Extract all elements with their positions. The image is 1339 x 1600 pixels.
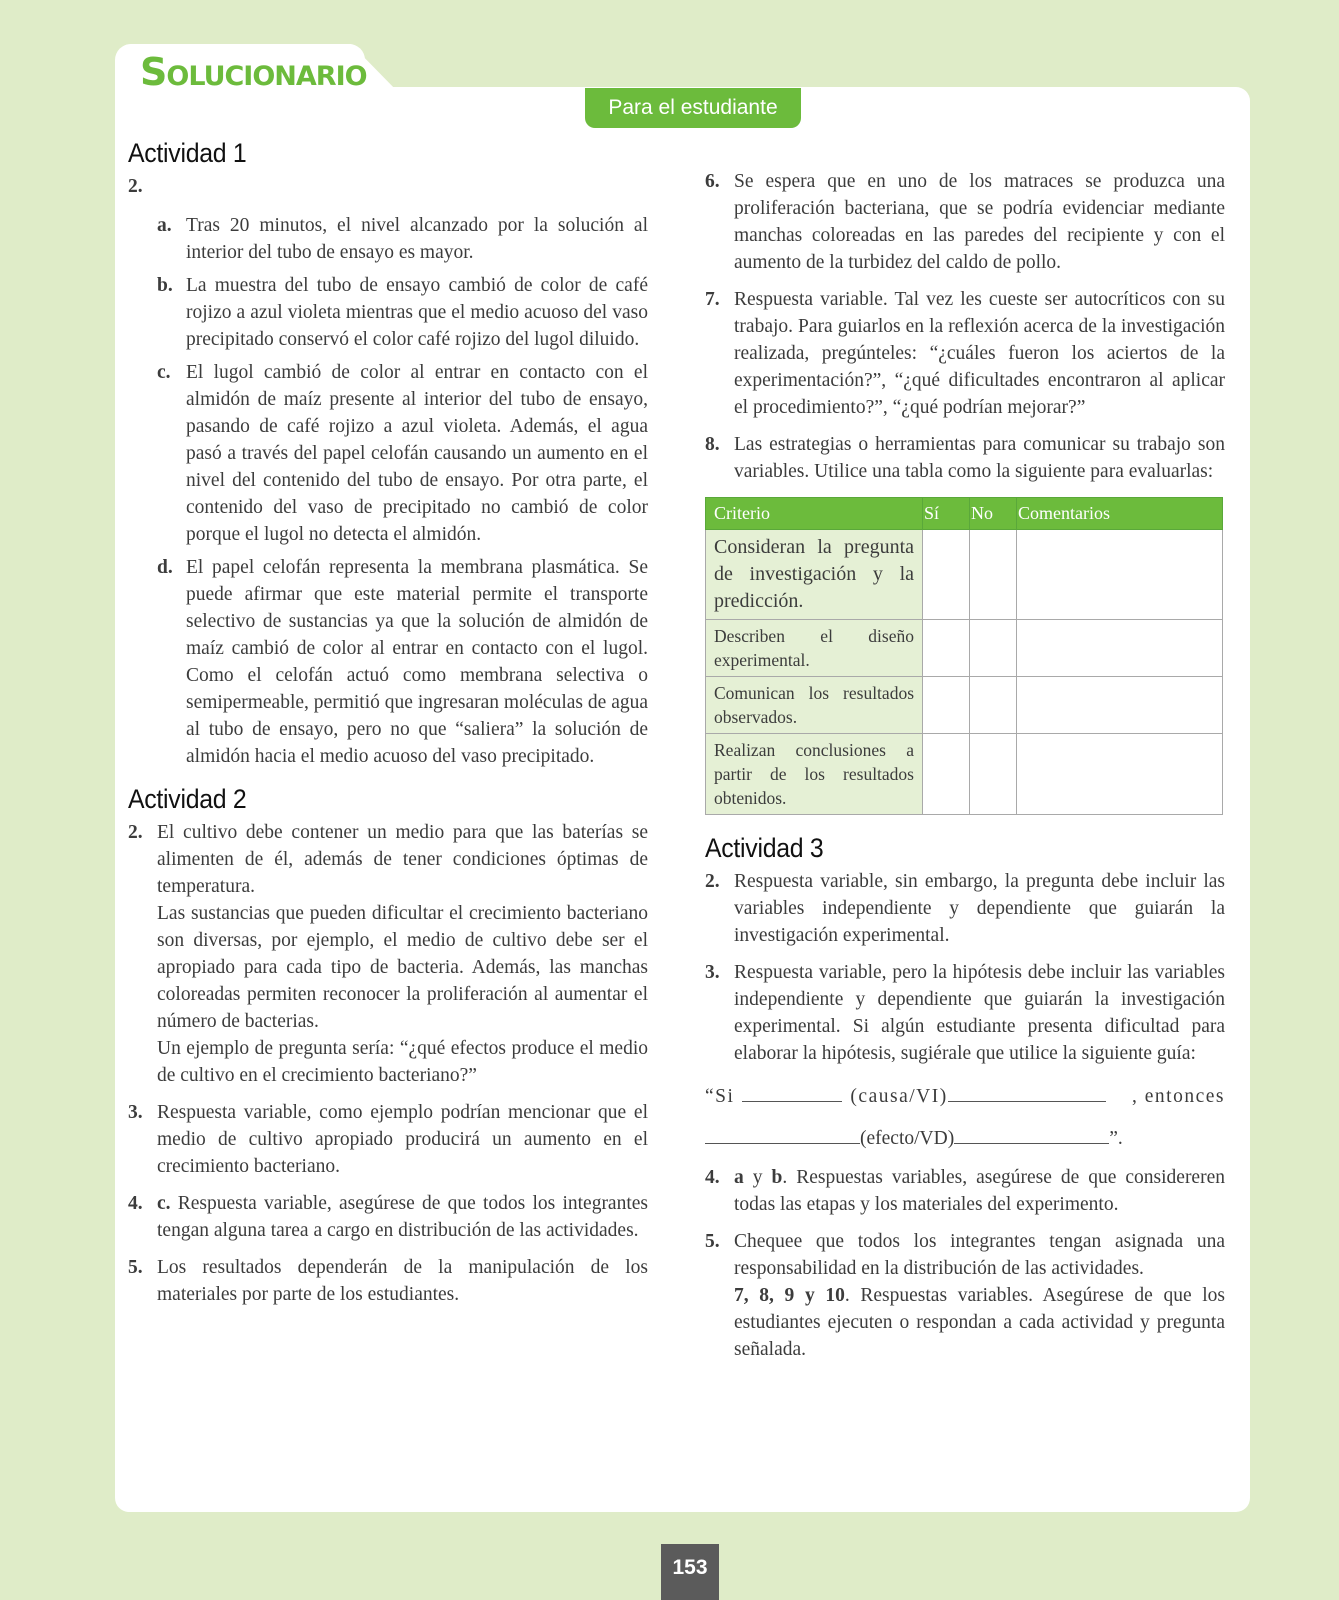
act3-question-5: 5. Chequee que todos los integrantes tengan asignada una responsabilidad en la distribución de las actividades. 7, 8, 9 y 10. Respuestas variables. Asegúrese de que los estudiantes ejecuten o respondan a cada actividad y pregunta señalada. — [705, 1231, 1226, 1360]
answer-b: b. La muestra del tubo de ensayo cambió de color de café rojizo a azul violeta mientras que el medio acuoso del vaso precipitado conservó el color café rojizo del lugol diluido. — [157, 275, 648, 350]
table-row — [706, 620, 1223, 677]
no-cell — [970, 734, 1017, 815]
activity-1-title: Actividad 1 — [128, 138, 247, 168]
si-cell — [923, 620, 970, 677]
act2-question-3: 3. Respuesta variable, como ejemplo podrían mencionar que el medio de cultivo apropiado producirá un aumento en el crecimiento bacteriano. — [128, 1102, 648, 1177]
comments-cell — [1017, 530, 1223, 620]
comments-cell — [1017, 677, 1223, 734]
criterion-cell: Realizan conclusiones a partir de los resultados obtenidos. — [706, 734, 923, 815]
answer-d: d. El papel celofán representa la membrana plasmática. Se puede afirmar que este material permite el transporte selectivo de sustancias ya que la solución de almidón de maíz cambió de color al entrar en contacto con el lugol. Como el celofán actuó como membrana selectiva o semipermeable, permitió que ingresaran moléculas de agua al tubo de ensayo, pero no que “saliera” la solución de almidón hacia el medio acuoso del vaso precipitado. — [157, 557, 648, 767]
answer-a: a. Tras 20 minutos, el nivel alcanzado por la solución al interior del tubo de ensayo es mayor. — [157, 215, 648, 263]
criterion-cell: Comunican los resultados observados. — [706, 677, 923, 734]
no-cell — [970, 620, 1017, 677]
evaluation-table — [705, 497, 1223, 815]
no-cell — [970, 677, 1017, 734]
comments-cell — [1017, 620, 1223, 677]
question-2-number: 2. — [128, 176, 143, 197]
activity-2-title: Actividad 2 — [128, 784, 247, 814]
table-row — [706, 530, 1223, 620]
brand-title: Solucionario — [140, 50, 367, 94]
question-6: 6. Se espera que en uno de los matraces se produzca una proliferación bacteriana, que se podría evidenciar mediante manchas coloreadas en las paredes del recipiente y con el aumento de la turbidez del caldo de pollo. — [705, 171, 1225, 273]
page-number: 153 — [661, 1544, 719, 1600]
header-comentarios: Comentarios — [1017, 498, 1223, 530]
table-header-row — [706, 498, 1223, 530]
activity-3-title: Actividad 3 — [705, 833, 824, 863]
criterion-cell: Consideran la pregunta de investigación y la predicción. — [706, 530, 923, 620]
act2-question-4: 4. c. Respuesta variable, asegúrese de que todos los integrantes tengan alguna tarea a cargo en distribución de las actividades. — [128, 1193, 649, 1241]
table-row — [706, 677, 1223, 734]
student-badge: Para el estudiante — [585, 88, 801, 128]
comments-cell — [1017, 734, 1223, 815]
header-si: Sí — [923, 498, 970, 530]
act2-question-2: 2. El cultivo debe contener un medio para que las baterías se alimenten de él, además de tener condiciones óptimas de temperatura. Las sustancias que pueden dificultar el crecimiento bacteriano son diversas, por ejemplo, el medio de cultivo debe ser el apropiado para cada tipo de bacteria. Además, las manchas coloreadas permiten reconocer la proliferación al aumentar el número de bacterias. Un ejemplo de pregunta sería: “¿qué efectos produce el medio de cultivo en el crecimiento bacteriano?” — [128, 822, 648, 1086]
act2-question-5: 5. Los resultados dependerán de la manipulación de los materiales por parte de los estudiantes. — [128, 1257, 648, 1305]
act3-question-3: 3. Respuesta variable, pero la hipótesis debe incluir las variables independiente y dependiente que guiarán la investigación experimental. Si algún estudiante presenta dificultad para elaborar la hipótesis, sugiérale que utilice la siguiente guía: — [705, 962, 1225, 1064]
act3-question-2: 2. Respuesta variable, sin embargo, la pregunta debe incluir las variables independiente y dependiente que guiarán la investigación experimental. — [705, 871, 1225, 946]
si-cell — [923, 530, 970, 620]
right-column — [705, 168, 1225, 1373]
si-cell — [923, 734, 970, 815]
no-cell — [970, 530, 1017, 620]
answer-c: c. El lugol cambió de color al entrar en contacto con el almidón de maíz presente al interior del tubo de ensayo, pasando de café rojizo a azul violeta. Además, el agua pasó a través del papel celofán causando un aumento en el nivel del contenido del tubo de ensayo. Por otra parte, el contenido del vaso de precipitado no cambió de color porque el lugol no detecta el almidón. — [157, 362, 648, 545]
criterion-cell: Describen el diseño experimental. — [706, 620, 923, 677]
act3-question-4: 4. a y b. Respuestas variables, asegúrese de que considereren todas las etapas y los materiales del experimento. — [705, 1167, 1225, 1215]
si-cell — [923, 677, 970, 734]
header-criterio: Criterio — [706, 498, 923, 530]
hypothesis-guide: “Si (causa/VI) , entonces (efecto/VD) ”. — [705, 1083, 1225, 1152]
header-no: No — [970, 498, 1017, 530]
question-8: 8. Las estrategias o herramientas para comunicar su trabajo son variables. Utilice una tabla como la siguiente para evaluarlas: — [705, 434, 1225, 482]
question-7: 7. Respuesta variable. Tal vez les cueste ser autocríticos con su trabajo. Para guiarlos en la reflexión acerca de la investigación realizada, pregúnteles: “¿cuáles fueron los aciertos de la experimentación?”, “¿qué dificultades encontraron al aplicar el procedimiento?”, “¿qué podrían mejorar?” — [705, 289, 1225, 418]
left-column — [128, 140, 648, 1318]
table-row — [706, 734, 1223, 815]
